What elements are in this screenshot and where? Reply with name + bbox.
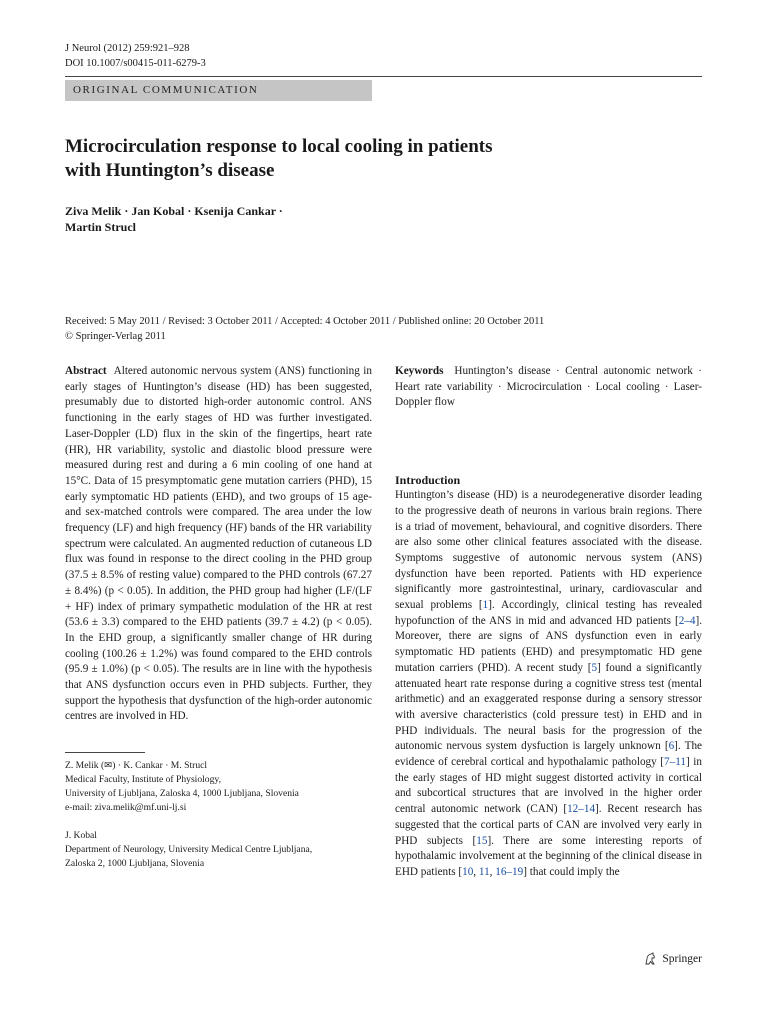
left-column — [65, 364, 372, 871]
keywords — [395, 364, 702, 411]
publisher-mark — [643, 952, 702, 966]
citation-link[interactable]: 12–14 — [567, 803, 596, 816]
authors-line-2: Martin Strucl — [65, 220, 136, 234]
intro-text: ] in the early stages of HD might suggest distorted activity in cortical and subcortical structures that are involved in the higher order central autonomic network (CAN) [ — [395, 756, 702, 816]
intro-text: ]. There are some interesting reports of hypothalamic involvement at the beginning of the clinical disease in EHD patients [ — [395, 834, 702, 878]
citation-link[interactable]: 5 — [591, 661, 598, 674]
affiliation-1-address: University of Ljubljana, Zaloska 4, 1000 Ljubljana, Slovenia — [65, 788, 299, 800]
affiliation-1-email[interactable]: e-mail: ziva.melik@mf.uni-lj.si — [65, 802, 187, 814]
intro-text: , — [473, 865, 479, 878]
citation-link[interactable]: 15 — [476, 834, 488, 847]
history-dates: Received: 5 May 2011 / Revised: 3 October 2011 / Accepted: 4 October 2011 / Published online: 20 October 2011 — [65, 316, 545, 327]
title-line-2: with Huntington’s disease — [65, 160, 275, 181]
affiliation-1-dept: Medical Faculty, Institute of Physiology, — [65, 774, 221, 786]
journal-citation — [65, 41, 206, 71]
abstract — [65, 364, 372, 725]
affiliation-1-authors: Z. Melik (✉) · K. Cankar · M. Strucl — [65, 760, 208, 772]
abstract-heading: Abstract — [65, 365, 107, 377]
citation-link[interactable]: 7–11 — [664, 756, 686, 769]
affiliation-2-dept: Department of Neurology, University Medical Centre Ljubljana, — [65, 844, 313, 856]
affiliation-1 — [65, 759, 372, 815]
author-list — [65, 203, 365, 235]
citation-link[interactable]: 10 — [462, 865, 474, 878]
header-divider — [65, 76, 702, 77]
introduction-heading: Introduction — [395, 473, 461, 488]
citation-link[interactable]: 2–4 — [678, 614, 696, 627]
citation-link[interactable]: 6 — [668, 740, 675, 753]
keywords-text: Huntington’s disease · Central autonomic network · Heart rate variability · Microcirculation · Local cooling · Laser-Doppler flow — [395, 365, 703, 409]
category-banner: ORIGINAL COMMUNICATION — [65, 80, 372, 101]
footnote-divider — [65, 752, 145, 753]
publisher-name: Springer — [662, 953, 702, 965]
intro-text: ]. Accordingly, clinical testing has revealed hypofunction of the ANS in mid and advanced HD patients [ — [395, 599, 702, 627]
intro-text: ]. The evidence of cerebral cortical and hypothalamic pathology [ — [395, 740, 703, 769]
affiliation-2-address: Zaloska 2, 1000 Ljubljana, Slovenia — [65, 858, 205, 870]
title-line-1: Microcirculation response to local cooling in patients — [65, 136, 493, 157]
citation-link[interactable]: 11 — [478, 865, 490, 878]
article-title — [65, 135, 625, 183]
article-history — [65, 314, 705, 344]
affiliation-2 — [65, 829, 372, 871]
intro-text: ] found a significantly attenuated heart rate response during a cognitive stress test (mental arithmetic) and an exaggerated response during a sensory stressor with aversive characteristics (cold pressure test) in EHD and in PHD individuals. The neural basis for the progression of the autonomic nervous system dysfuction is largely unknown [ — [395, 661, 702, 753]
springer-horse-icon — [643, 952, 657, 966]
affiliation-2-author: J. Kobal — [65, 830, 97, 842]
authors-line-1: Ziva Melik · Jan Kobal · Ksenija Cankar · — [65, 204, 283, 218]
doi-line[interactable]: DOI 10.1007/s00415-011-6279-3 — [65, 58, 206, 69]
journal-line: J Neurol (2012) 259:921–928 — [65, 43, 190, 54]
right-column — [395, 364, 702, 881]
citation-link[interactable]: 16–19 — [495, 865, 524, 878]
citation-link[interactable]: 1 — [482, 599, 489, 612]
intro-text: ] that could imply the — [523, 865, 620, 878]
keywords-heading: Keywords — [395, 365, 444, 377]
intro-text: ]. Moreover, there are signs of ANS dysfunction even in early symptomatic HD patients (EHD) and presymptomatic HD gene mutation carriers (PHD). A recent study [ — [395, 614, 702, 674]
abstract-text: Altered autonomic nervous system (ANS) functioning in early stages of Huntington’s disease (HD) has been suggested, presumably due to distorted high-order autonomic control. ANS functioning in the early stages of HD was further investigated. Laser-Doppler (LD) flux in the skin of the fingertips, heart rate (HR), HR variability, systolic and diastolic blood pressure were measured during rest and during a 6 min cooling of one hand at 15°C. Data of 15 presymptomatic gene mutation carriers (PHD), 15 early symptomatic HD patients (EHD), and two groups of 15 age- and sex-matched controls were compared. The area under the low frequency (LF) and high frequency (HF) bands of the HR variability spectrum were calculated. An augmented reduction of cutaneous LD flux was found in response to the direct cooling in the PHD group (37.5 ± 8.5% of resting value) compared to the PHD controls (67.27 ± 8.4%) (p < 0.05). In addition, the PHD group had higher (LF/(LF + HF) index of primary sympathetic modulation of the HR at rest (53.6 ± 3.3) compared to the EHD patients (39.7 ± 4.2) (p < 0.05). In the EHD group, a significantly smaller change of HR during cooling (100.26 ± 1.2%) was found compared to the EHD controls (95.9 ± 1.0%) (p < 0.05). The results are in line with the hypothesis that ANS dysfunction occurs even in PHD subjects. Further, they support the hypothesis that dysfunction of the high-order autonomic centres are involved in HD. — [65, 365, 372, 723]
intro-text: ]. Recent research has suggested that the cortical parts of CAN are involved very early in PHD subjects [ — [395, 803, 702, 847]
introduction-paragraph — [395, 488, 702, 881]
copyright-line: © Springer-Verlag 2011 — [65, 331, 166, 342]
intro-text: , — [489, 865, 496, 878]
intro-text: Huntington’s disease (HD) is a neurodegenerative disorder leading to the progressive death of neurons in various brain regions. There is a triad of movement, behavioural, and cognitive disorders. There are also some other clinical features associated with the disease. Symptoms suggestive of autonomic nervous system (ANS) dysfunction have been reported. Patients with HD experience significantly more gastrointestinal, urinary, cardiovascular and sexual problems [ — [395, 489, 702, 612]
